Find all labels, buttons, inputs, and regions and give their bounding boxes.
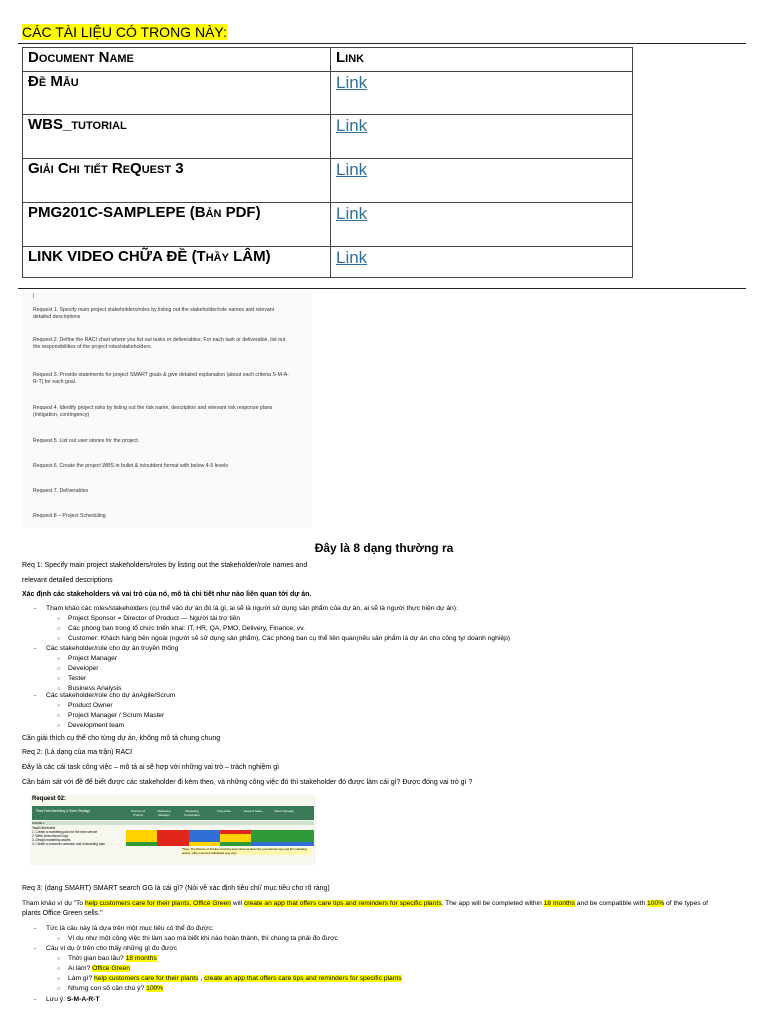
request-item: Request 3. Provide statements for project SMART goals & give detailed explanation (about each criteria S-M-A-R-T) for each goal. xyxy=(33,372,289,385)
doc-link[interactable]: Link xyxy=(336,248,368,267)
request-item: Request 1. Specify main project stakeholders/roles by listing out the stakeholder/role names and relevant detailed descriptions xyxy=(33,307,275,320)
raci-title: Request 02: xyxy=(32,796,67,802)
req1-sub: ○ Development team xyxy=(68,721,124,731)
table-divider xyxy=(18,288,746,289)
requests-image: | Request 1. Specify main project stakeholders/roles by listing out the stakeholder/role names and relevant detailed descriptions Request 2. Define the RACI chart where you list out tasks or deliverables; For each task or deliverable, list out the responsibilities of the project roles/stakeholders. Request 3. Provide statements for project SMART goals & give detailed explanation (about each criteria S-M-A-R-T) for each goal. Request 4. Identify project risks by listing out the risk name, description and relevant risk response plans (mitigation, contingency) Request 5. List out user stories for the project. Request 6. Create the project WBS in bullet & in/outdent format with below 4-5 levels Request 7. Deliverables Request 8 – Project Scheduling xyxy=(22,293,312,528)
request-item: Request 4. Identify project risks by listing out the risk name, description and relevant risk response plans (mitigation, contingency) xyxy=(33,405,273,418)
section-title: Đây là 8 dạng thường ra xyxy=(314,541,454,555)
table-header-row xyxy=(23,48,633,72)
req1-sub: ○ Business Analysis xyxy=(68,684,122,694)
req1-sub: ○ Project Sponsor = Director of Product — Người tài trợ tiền xyxy=(68,614,240,624)
doc-link[interactable]: Link xyxy=(336,73,368,92)
raci-header-band: Plant Pals Marketing & Sales Strategy Director of Product Marketing Manager Marketing Coordinator Copywriter Head of Sales Sales Manager xyxy=(32,806,314,820)
req1-line1: Req 1: Specify main project stakeholders/roles by listing out the stakeholder/role names and xyxy=(22,562,308,569)
req1-sub: ○ Tester xyxy=(68,674,86,684)
request-item: Request 5. List out user stories for the project. xyxy=(33,438,140,444)
top-divider xyxy=(18,43,746,44)
req3-sub: ○ Ví dụ như một công việc thì làm sao mà biết khi nào hoàn thành, thì chúng ta phải đo được xyxy=(68,934,338,944)
page-header xyxy=(22,24,227,40)
table-row xyxy=(23,247,633,278)
header-title: CÁC TÀI LIỆU CÓ TRONG NÀY: xyxy=(22,24,227,40)
req1-bullet: - Các stakeholder/role cho dự ánAgile/Scrum xyxy=(46,691,175,701)
raci-note: *Note: The Director of Product would be kept informed about the promotional copy and the marketing assets. Other informed individuals may vary. xyxy=(182,848,312,855)
documents-table xyxy=(22,47,633,278)
req3-sub: ○ Thời gian bao lâu? 18 months xyxy=(68,954,157,964)
req1-line2: relevant detailed descriptions xyxy=(22,577,113,584)
req3-sub: ○ Làm gì? help customers care for their plants , create an app that offers care tips and reminders for specific plants xyxy=(68,974,402,984)
raci-grid xyxy=(126,830,314,846)
req1-sub: ○ Các phòng ban trong tổ chức triển khai: IT, HR, QA, PMO, Delivery, Finance, vv. xyxy=(68,624,305,634)
col-link: Link xyxy=(331,48,633,72)
req1-sub: ○ Project Manager xyxy=(68,654,117,664)
req1-bullet: - Các stakeholder/role cho dự án truyền thống xyxy=(46,644,178,654)
req3-example-line2: plants Office Green sells." xyxy=(22,910,103,917)
req3-line1: Req 3: (dạng SMART) SMART search GG là cái gì? (Nói về xác định tiêu chí/ mục tiêu cho rõ ràng) xyxy=(22,885,330,892)
raci-task-list: Task/Deliverable 1. Create a marketing plan for the new service 2. Write promotional copy 3. Design marketing assets 4. Create a customer outreach and onboarding plan xyxy=(32,826,106,846)
req1-bullet: - Tham khảo các roles/stakeholders (cụ thể vào dự án đó là gì, ai sẽ là người sử dụng sản phẩm của dự án, ai sẽ là người thực hiện dự án): xyxy=(46,604,458,614)
doc-name: Đề Mẫu xyxy=(23,72,331,115)
req1-note: Xác định các stakeholders và vai trò của nó, mô tả chi tiết như nào liên quan tới dự án. xyxy=(22,591,312,598)
req3-bullet: - Lưu ý: S-M-A-R-T xyxy=(46,995,100,1005)
col-document-name: Document Name xyxy=(23,48,331,72)
req3-bullet: - Câu ví dụ ở trên cho thấy những gì đo được xyxy=(46,944,177,954)
req1-sub: ○ Customer: Khách hàng bên ngoài (người sẽ sử dụng sản phẩm), Các phòng ban cụ thể liên quan(nếu sản phẩm là dự án cho công ty/ doanh nghiệp) xyxy=(68,634,510,644)
req1-sub: ○ Project Manager / Scrum Master xyxy=(68,711,164,721)
table-row xyxy=(23,72,633,115)
doc-link[interactable]: Link xyxy=(336,160,368,179)
doc-name: PMG201C-SAMPLEPE (Bản PDF) xyxy=(23,203,331,247)
req1-sub: ○ Product Owner xyxy=(68,701,113,711)
table-row xyxy=(23,203,633,247)
request-item: Request 2. Define the RACI chart where you list out tasks or deliverables; For each task or deliverable, list out the responsibilities of the project roles/stakeholders. xyxy=(33,337,286,350)
req2-line2: Đây là các cái task công việc – mô tả ai sẽ hợp với những vai trò – trách nghiệm gì xyxy=(22,764,280,771)
req3-example: Tham khảo ví dụ "To help customers care for their plants, Office Green will create an app that offers care tips and reminders for specific plants. The app will be completed within 18 months and be compatible with 100% of the types of xyxy=(22,900,709,907)
table-row xyxy=(23,159,633,203)
req3-sub: ○ Nhưng con số cần chú ý? 100% xyxy=(68,984,163,994)
req2-line1: Req 2: (Là dạng của ma trận) RACI xyxy=(22,749,133,756)
req2-line3: Cần bám sát với đề để biết được các stakeholder đi kèm theo, và những công việc đó thì stakeholder đó được làm cái gì? Được đóng vai trò gì ? xyxy=(22,779,473,786)
doc-name: LINK VIDEO CHỮA ĐỀ (Thầy LÂM) xyxy=(23,247,331,278)
request-item: Request 7. Deliverables xyxy=(33,488,89,494)
req1-sub: ○ Developer xyxy=(68,664,98,674)
req3-sub: ○ Ai làm? Office Green xyxy=(68,964,130,974)
doc-name: Giải Chi tiết ReQuest 3 xyxy=(23,159,331,203)
doc-link[interactable]: Link xyxy=(336,204,368,223)
req1-closing: Cần giải thích cụ thể cho từng dự án, không mô tả chung chung xyxy=(22,735,221,742)
doc-link[interactable]: Link xyxy=(336,116,368,135)
raci-chart-image: Request 02: Plant Pals Marketing & Sales Strategy Director of Product Marketing Manager Marketing Coordinator Copywriter Head of Sales Sales Manager PHASE 1 Task/Deliverable 1. Create a marketing plan for the new service 2. Write promotional copy 3. Design marketing assets 4. Create a customer outreach and onboarding plan *Note: The Director of Product would be kept informed about the promotional copy and the marketing assets. Other informed individuals may vary. xyxy=(30,795,316,865)
table-row xyxy=(23,115,633,159)
doc-name: WBS_tutorial xyxy=(23,115,331,159)
request-item: Request 6. Create the project WBS in bullet & in/outdent format with below 4-5 levels xyxy=(33,463,228,469)
request-item: Request 8 – Project Scheduling xyxy=(33,513,106,519)
req3-bullet: - Tức là câu này là dựa trên một mục tiêu có thể đo được: xyxy=(46,924,214,934)
